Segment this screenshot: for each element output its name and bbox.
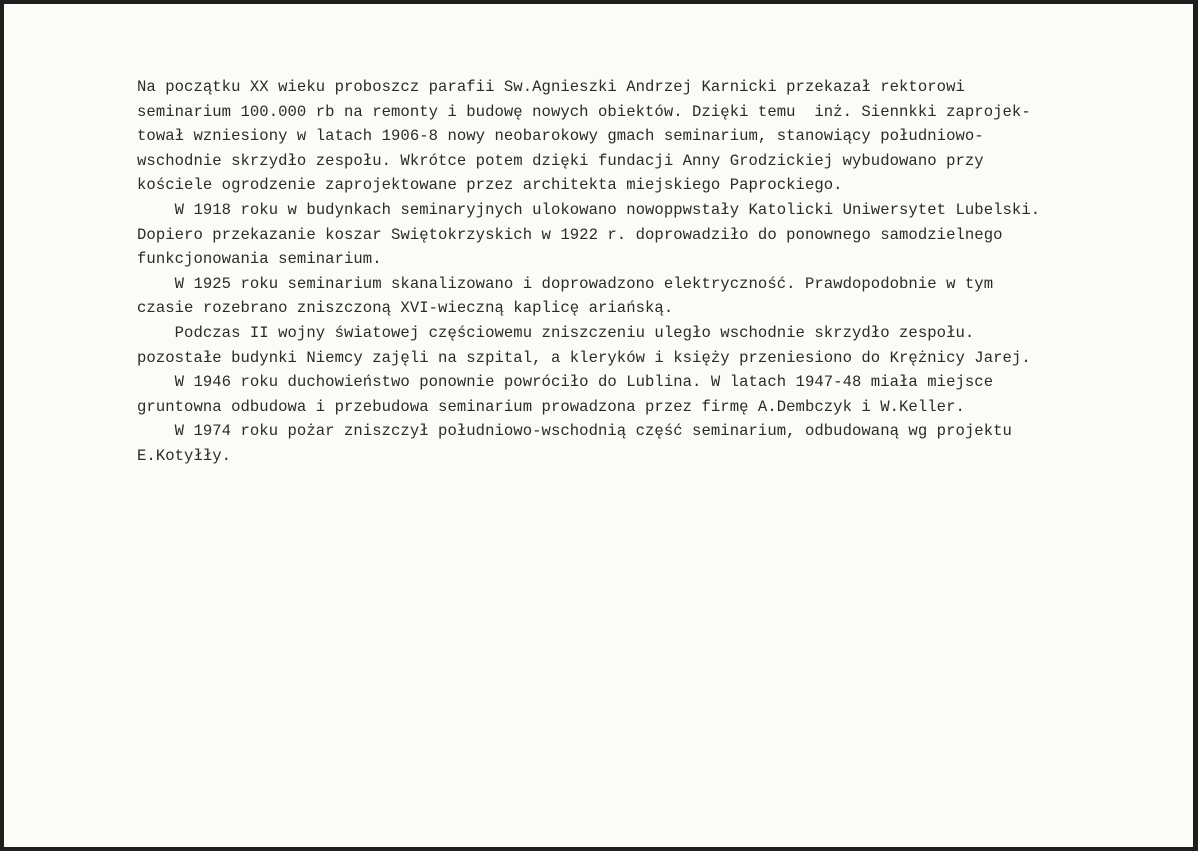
document-page: [4, 4, 1193, 847]
text-line: seminarium 100.000 rb na remonty i budowę nowych obiektów. Dzięki temu inż. Siennkki zaprojek-: [137, 102, 1031, 121]
text-line: tował wzniesiony w latach 1906-8 nowy neobarokowy gmach seminarium, stanowiący południowo-: [137, 127, 984, 146]
text-line: Dopiero przekazanie koszar Swiętokrzyskich w 1922 r. doprowadziło do ponownego samodzielnego: [137, 225, 1003, 244]
text-line: wschodnie skrzydło zespołu. Wkrótce potem dzięki fundacji Anny Grodzickiej wybudowano przy: [137, 151, 984, 170]
text-line: W 1918 roku w budynkach seminaryjnych ulokowano nowoppwstały Katolicki Uniwersytet Lubelski.: [137, 200, 1041, 219]
typewritten-text-block: [137, 75, 1137, 469]
text-line: W 1925 roku seminarium skanalizowano i doprowadzono elektryczność. Prawdopodobnie w tym: [137, 274, 994, 293]
text-line: gruntowna odbudowa i przebudowa seminarium prowadzona przez firmę A.Dembczyk i W.Keller.: [137, 397, 965, 416]
text-line: kościele ogrodzenie zaprojektowane przez architekta miejskiego Paprockiego.: [137, 176, 843, 195]
text-line: czasie rozebrano zniszczoną XVI-wieczną kaplicę ariańską.: [137, 299, 674, 318]
text-line: funkcjonowania seminarium.: [137, 250, 382, 269]
text-line: Na początku XX wieku proboszcz parafii Sw.Agnieszki Andrzej Karnicki przekazał rektorowi: [137, 78, 965, 96]
text-line: E.Kotyłły.: [137, 446, 232, 465]
text-line: W 1946 roku duchowieństwo ponownie powróciło do Lublina. W latach 1947-48 miała miejsce: [137, 373, 994, 392]
text-line: W 1974 roku pożar zniszczył południowo-wschodnią część seminarium, odbudowaną wg projektu: [137, 422, 1012, 441]
text-line: Podczas II wojny światowej częściowemu zniszczeniu uległo wschodnie skrzydło zespołu.: [137, 323, 975, 342]
text-line: pozostałe budynki Niemcy zajęli na szpital, a kleryków i księży przeniesiono do Krężnicy Jarej.: [137, 348, 1031, 367]
